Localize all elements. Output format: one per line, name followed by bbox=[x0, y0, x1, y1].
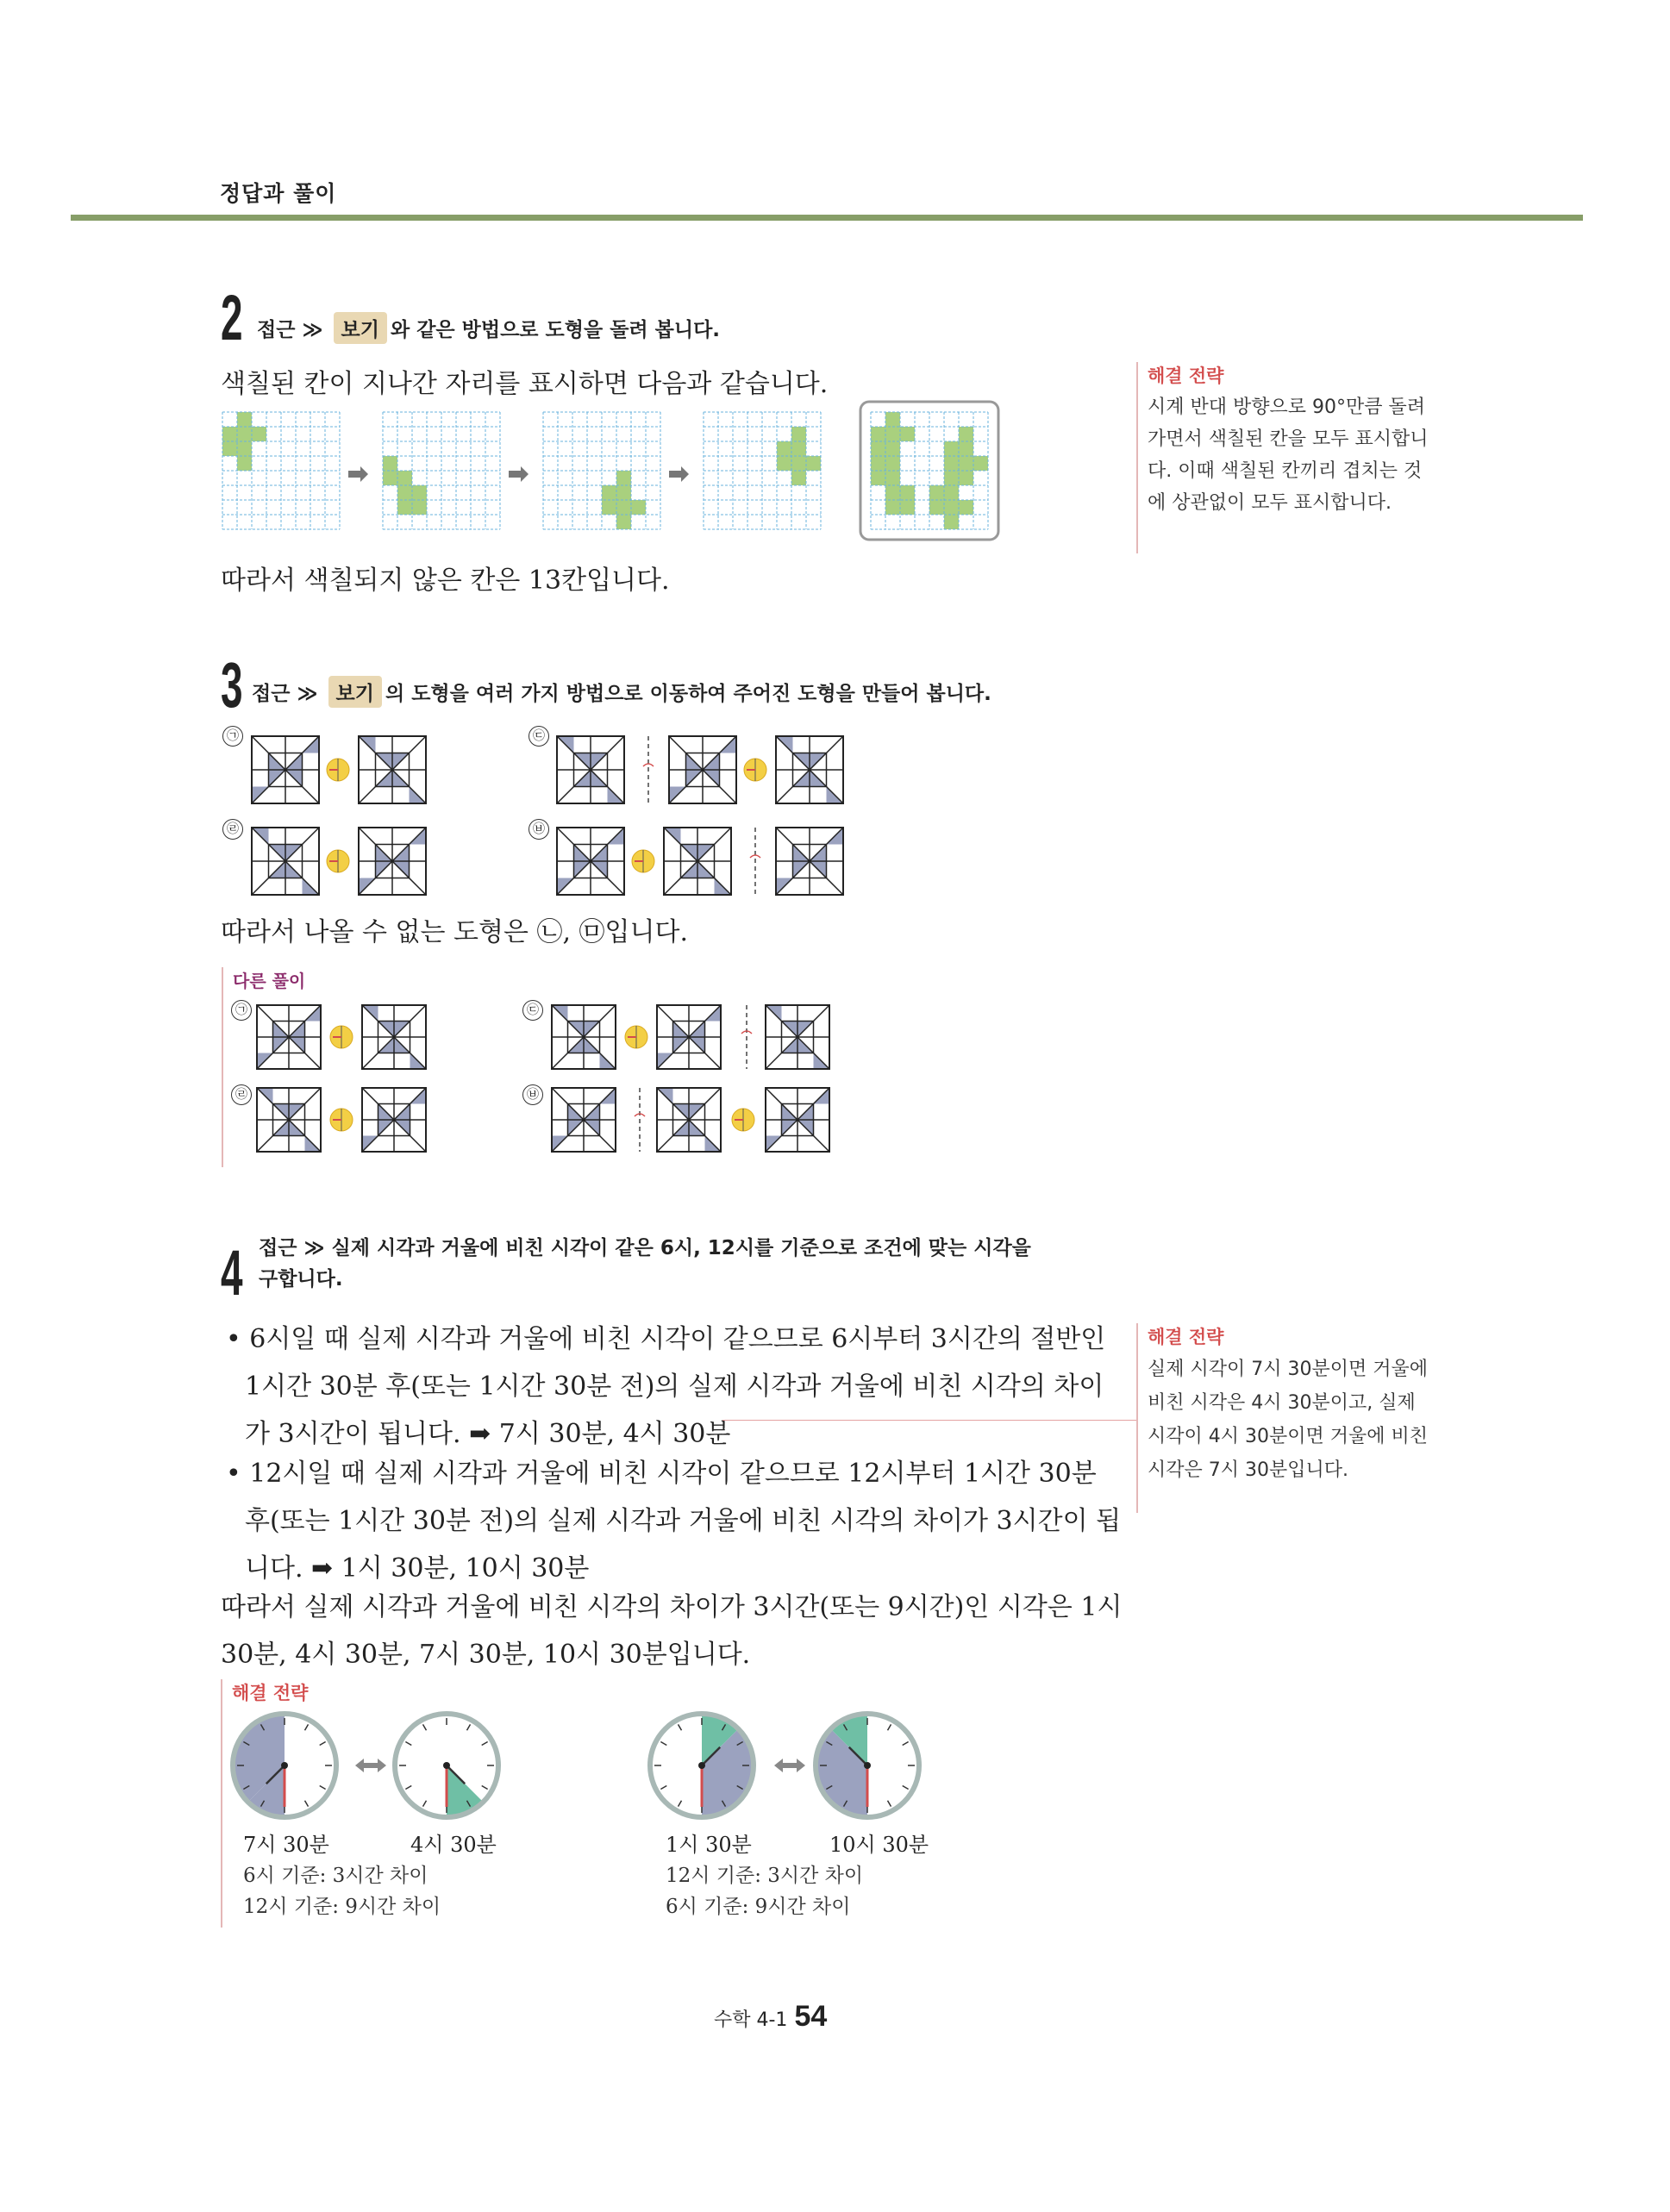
bullet-line: 니다. ➡ 1시 30분, 10시 30분 bbox=[245, 1553, 590, 1584]
shaded-cell bbox=[885, 500, 900, 515]
shaded-cell bbox=[959, 500, 973, 515]
q2-rotation-grids bbox=[216, 397, 1017, 547]
label-bieup: ㉥ bbox=[529, 819, 549, 840]
rotation-grid bbox=[704, 412, 821, 529]
shaded-cell bbox=[944, 441, 959, 456]
pattern-square bbox=[552, 1088, 616, 1152]
flip-arrow bbox=[643, 764, 654, 766]
clock-notes-right bbox=[666, 1860, 863, 1922]
flip-icon bbox=[643, 736, 654, 803]
section-header: 정답과 풀이 bbox=[220, 181, 337, 206]
box-title: 해결 전략 bbox=[232, 1683, 309, 1703]
q2-line1: 색칠된 칸이 지나간 자리를 표시하면 다음과 같습니다. bbox=[221, 369, 829, 399]
shaded-cell bbox=[959, 471, 973, 485]
approach-line: 구합니다. bbox=[259, 1268, 343, 1290]
clock-label-2: 4시 30분 bbox=[410, 1833, 497, 1857]
q4-conclusion bbox=[221, 1584, 1122, 1678]
pattern-square bbox=[252, 828, 319, 895]
shaded-cell bbox=[871, 441, 885, 456]
shaded-cell bbox=[777, 441, 791, 456]
bullet-line: • 6시일 때 실제 시각과 거울에 비친 시각이 같으므로 6시부터 3시간의 절반인 bbox=[226, 1324, 1106, 1354]
shaded-cell bbox=[616, 471, 631, 485]
q3-alt-figures bbox=[229, 991, 867, 1172]
q4-number: 4 bbox=[221, 1237, 243, 1309]
shaded-cell bbox=[959, 441, 973, 456]
page-footer bbox=[714, 2000, 827, 2034]
shaded-cell bbox=[616, 485, 631, 500]
shaded-cell bbox=[973, 456, 988, 471]
shaded-cell bbox=[237, 427, 252, 441]
shaded-cell bbox=[397, 471, 412, 485]
shaded-cell bbox=[616, 515, 631, 529]
flip-icon bbox=[750, 828, 760, 895]
shaded-cell bbox=[791, 441, 806, 456]
pattern-square bbox=[362, 1088, 426, 1152]
shaded-cell bbox=[602, 500, 616, 515]
note-line: 6시 기준: 3시간 차이 bbox=[243, 1865, 428, 1887]
shaded-cell bbox=[944, 471, 959, 485]
shaded-cell bbox=[791, 427, 806, 441]
rotate-icon bbox=[625, 1026, 647, 1048]
shaded-cell bbox=[959, 456, 973, 471]
pattern-square bbox=[252, 736, 319, 803]
shaded-cell bbox=[397, 500, 412, 515]
pattern-square bbox=[362, 1005, 426, 1069]
shaded-cell bbox=[885, 485, 900, 500]
shaded-cell bbox=[397, 485, 412, 500]
conclusion-line: 30분, 4시 30분, 7시 30분, 10시 30분입니다. bbox=[221, 1640, 751, 1670]
q2-approach bbox=[257, 312, 720, 344]
pattern-square bbox=[766, 1005, 829, 1069]
shaded-cell bbox=[252, 427, 266, 441]
shaded-cell bbox=[616, 500, 631, 515]
clock-label-3: 1시 30분 bbox=[666, 1833, 752, 1857]
rotate-icon bbox=[632, 850, 654, 872]
q2-line2: 따라서 색칠되지 않은 칸은 13칸입니다. bbox=[221, 565, 670, 596]
note-line: 12시 기준: 9시간 차이 bbox=[243, 1896, 441, 1918]
right-arrow-icon bbox=[509, 466, 529, 482]
clock-center bbox=[443, 1762, 450, 1769]
rotation-grid bbox=[543, 412, 660, 529]
bullet-line: 후(또는 1시간 30분 전)의 실제 시각과 거울에 비친 시각의 차이가 3시간이 됩 bbox=[245, 1506, 1122, 1536]
q4-strategy-box bbox=[1136, 1323, 1432, 1513]
shaded-cell bbox=[237, 441, 252, 456]
bogi-tag: 보기 bbox=[334, 312, 387, 344]
shaded-cell bbox=[900, 485, 915, 500]
double-arrow-icon bbox=[774, 1759, 805, 1772]
approach-line: 접근 ≫ 실제 시각과 거울에 비친 시각이 같은 6시, 12시를 기준으로 조건에 맞는 시각을 bbox=[259, 1237, 1031, 1259]
flip-icon bbox=[741, 1005, 752, 1069]
pattern-square bbox=[766, 1088, 829, 1152]
shaded-cell bbox=[631, 500, 646, 515]
pattern-square bbox=[359, 736, 426, 803]
shaded-cell bbox=[871, 471, 885, 485]
alt-label-bieup: ㉥ bbox=[522, 1084, 543, 1105]
q4-bullet-2 bbox=[226, 1450, 1121, 1592]
bogi-tag: 보기 bbox=[328, 676, 382, 708]
shaded-cell bbox=[412, 500, 427, 515]
shaded-cell bbox=[959, 427, 973, 441]
double-arrow-icon bbox=[355, 1759, 386, 1772]
clock-center bbox=[281, 1762, 288, 1769]
shaded-cell bbox=[885, 471, 900, 485]
approach-prefix: 접근 ≫ bbox=[257, 319, 323, 341]
label-rieul: ㉣ bbox=[222, 819, 243, 840]
clock-center bbox=[864, 1762, 871, 1769]
shaded-cell bbox=[929, 500, 944, 515]
q2-strategy-box bbox=[1136, 362, 1432, 553]
shaded-cell bbox=[885, 412, 900, 427]
shaded-cell bbox=[237, 456, 252, 471]
pattern-square bbox=[664, 828, 731, 895]
pattern-square bbox=[657, 1005, 721, 1069]
bullet-line: 가 3시간이 됩니다. ➡ 7시 30분, 4시 30분 bbox=[245, 1419, 731, 1449]
pattern-square bbox=[557, 736, 624, 803]
flip-icon bbox=[635, 1088, 645, 1152]
pattern-square bbox=[257, 1088, 321, 1152]
alt-title: 다른 풀이 bbox=[233, 971, 306, 991]
q3-conclusion: 따라서 나올 수 없는 도형은 ㉡, ㉤입니다. bbox=[221, 917, 689, 947]
rotate-icon bbox=[330, 1109, 353, 1131]
result-grid bbox=[871, 412, 988, 529]
pattern-square bbox=[557, 828, 624, 895]
shaded-cell bbox=[900, 500, 915, 515]
shaded-cell bbox=[885, 427, 900, 441]
clock-label-1: 7시 30분 bbox=[243, 1833, 329, 1857]
shaded-cell bbox=[944, 456, 959, 471]
label-giyeok: ㉠ bbox=[222, 726, 243, 747]
label-digeut: ㉢ bbox=[529, 726, 549, 747]
shaded-cell bbox=[237, 412, 252, 427]
note-line: 6시 기준: 9시간 차이 bbox=[666, 1896, 851, 1918]
q3-approach bbox=[252, 676, 991, 708]
shaded-cell bbox=[885, 441, 900, 456]
rotate-icon bbox=[330, 1026, 353, 1048]
right-arrow-icon bbox=[669, 466, 689, 482]
shaded-cell bbox=[900, 427, 915, 441]
shaded-cell bbox=[791, 471, 806, 485]
alt-label-rieul: ㉣ bbox=[231, 1084, 252, 1105]
leader-line bbox=[722, 1420, 1138, 1421]
shaded-cell bbox=[806, 456, 821, 471]
approach-text: 의 도형을 여러 가지 방법으로 이동하여 주어진 도형을 만들어 봅니다. bbox=[385, 683, 991, 705]
shaded-cell bbox=[871, 456, 885, 471]
q4-clocks bbox=[226, 1705, 959, 1834]
strategy-title: 해결 전략 bbox=[1148, 1327, 1224, 1347]
shaded-cell bbox=[222, 427, 237, 441]
shaded-cell bbox=[412, 485, 427, 500]
rotate-icon bbox=[327, 759, 349, 781]
note-line: 12시 기준: 3시간 차이 bbox=[666, 1865, 864, 1887]
flip-arrow bbox=[750, 855, 760, 858]
approach-text: 와 같은 방법으로 도형을 돌려 봅니다. bbox=[390, 319, 721, 341]
shaded-cell bbox=[383, 471, 397, 485]
rotation-grid bbox=[222, 412, 340, 529]
pattern-square bbox=[669, 736, 736, 803]
pattern-square bbox=[776, 828, 843, 895]
shaded-cell bbox=[885, 456, 900, 471]
pattern-square bbox=[776, 736, 843, 803]
approach-prefix: 접근 ≫ bbox=[252, 683, 318, 705]
pattern-square bbox=[552, 1005, 616, 1069]
clock-notes-left bbox=[243, 1860, 441, 1922]
q3-number: 3 bbox=[221, 649, 243, 721]
pattern-square bbox=[657, 1088, 721, 1152]
strategy-text: 시계 반대 방향으로 90°만큼 돌려 가면서 색칠된 칸을 모두 표시합니다. 이때 색칠된 칸끼리 겹치는 것에 상관없이 모두 표시합니다. bbox=[1148, 397, 1429, 514]
shaded-cell bbox=[791, 456, 806, 471]
alt-label-digeut: ㉢ bbox=[522, 1000, 543, 1021]
rotate-icon bbox=[732, 1109, 754, 1131]
clock-label-4: 10시 30분 bbox=[829, 1833, 929, 1857]
q4-bullet-1 bbox=[226, 1315, 1105, 1458]
q3-figures bbox=[221, 722, 876, 903]
q2-number: 2 bbox=[221, 282, 243, 353]
shaded-cell bbox=[222, 441, 237, 456]
rotation-grid bbox=[383, 412, 500, 529]
q4-approach bbox=[259, 1233, 1031, 1295]
shaded-cell bbox=[944, 515, 959, 529]
shaded-cell bbox=[944, 500, 959, 515]
bullet-line: 1시간 30분 후(또는 1시간 30분 전)의 실제 시각과 거울에 비친 시각의 차이 bbox=[245, 1372, 1104, 1402]
shaded-cell bbox=[944, 485, 959, 500]
rotate-icon bbox=[327, 850, 349, 872]
page-number: 54 bbox=[794, 2000, 828, 2033]
conclusion-line: 따라서 실제 시각과 거울에 비친 시각의 차이가 3시간(또는 9시간)인 시각은 1시 bbox=[221, 1592, 1123, 1622]
shaded-cell bbox=[383, 456, 397, 471]
alt-label-giyeok: ㉠ bbox=[231, 1000, 252, 1021]
shaded-cell bbox=[929, 485, 944, 500]
header-rule bbox=[71, 215, 1583, 221]
right-arrow-icon bbox=[348, 466, 368, 482]
shaded-cell bbox=[871, 427, 885, 441]
shaded-cell bbox=[602, 485, 616, 500]
clock-center bbox=[698, 1762, 705, 1769]
bullet-line: • 12시일 때 실제 시각과 거울에 비친 시각이 같으므로 12시부터 1시간 30분 bbox=[226, 1459, 1097, 1489]
strategy-title: 해결 전략 bbox=[1148, 366, 1224, 386]
pattern-square bbox=[257, 1005, 321, 1069]
strategy-text: 실제 시각이 7시 30분이면 거울에 비친 시각은 4시 30분이고, 실제 시각이 4시 30분이면 거울에 비친 시각은 7시 30분입니다. bbox=[1148, 1359, 1428, 1481]
footer-subject: 수학 4-1 bbox=[714, 2009, 788, 2031]
rotate-icon bbox=[744, 759, 766, 781]
pattern-square bbox=[359, 828, 426, 895]
shaded-cell bbox=[777, 456, 791, 471]
